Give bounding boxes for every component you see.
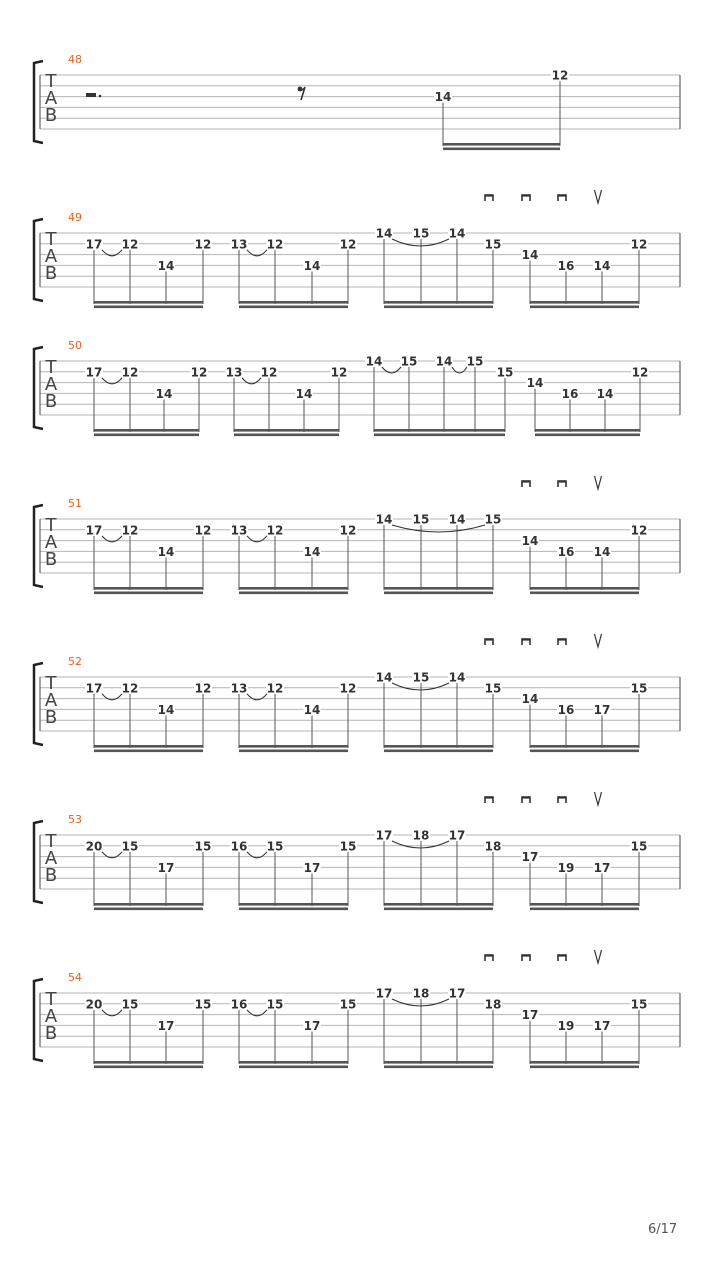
tab-clef-letter: A (44, 88, 58, 109)
note-group (85, 997, 212, 1068)
fret-number: 12 (330, 365, 348, 380)
beam-secondary (94, 434, 199, 437)
downstroke-bar (558, 194, 566, 196)
fret-number: 12 (631, 365, 649, 380)
beam-primary (384, 745, 493, 748)
system-bracket (34, 821, 43, 903)
tab-clef-letter: A (44, 848, 58, 869)
note-group (375, 670, 502, 752)
fret-number: 14 (375, 512, 393, 527)
beam-secondary (384, 306, 493, 309)
fret-number: 14 (295, 386, 313, 401)
fret-number: 15 (194, 839, 212, 854)
fret-number: 12 (266, 681, 284, 696)
fret-number: 14 (434, 90, 452, 105)
fret-number: 15 (630, 997, 648, 1012)
fret-number: 12 (194, 523, 212, 538)
fret-number: 14 (435, 354, 453, 369)
fret-number: 17 (303, 860, 321, 875)
tab-clef-letter: T (45, 229, 57, 250)
beam-primary (530, 903, 639, 906)
downstroke-bar (522, 796, 530, 798)
beam-secondary (239, 750, 348, 753)
note-group (230, 237, 357, 308)
note-group (375, 986, 502, 1068)
beam-secondary (530, 1066, 639, 1069)
eighth-rest-icon (298, 87, 305, 100)
fret-number: 14 (593, 544, 611, 559)
downstroke-bar (485, 194, 493, 196)
fret-number: 12 (260, 365, 278, 380)
tab-clef-letter: B (44, 707, 58, 728)
note-group (521, 681, 648, 752)
beam-primary (239, 301, 348, 304)
fret-number: 12 (121, 237, 139, 252)
slur (392, 525, 485, 532)
fret-number: 12 (339, 681, 357, 696)
fret-number: 18 (412, 828, 430, 843)
up-stroke-icon (595, 190, 602, 203)
fret-number: 17 (85, 237, 103, 252)
fret-number: 12 (266, 237, 284, 252)
fret-number: 17 (85, 681, 103, 696)
downstroke-bar (522, 194, 530, 196)
downstroke-bar (558, 796, 566, 798)
fret-number: 13 (230, 523, 248, 538)
beam-secondary (239, 1066, 348, 1069)
fret-number: 14 (526, 376, 544, 391)
beam-secondary (239, 306, 348, 309)
tab-clef-letter: B (44, 1023, 58, 1044)
measure-number: 51 (68, 497, 82, 510)
fret-number: 17 (593, 860, 611, 875)
fret-number: 13 (225, 365, 243, 380)
fret-number: 12 (266, 523, 284, 538)
measure-number: 52 (68, 655, 82, 668)
beam-primary (234, 429, 339, 432)
fret-number: 12 (194, 681, 212, 696)
beam-secondary (384, 592, 493, 595)
tab-clef-letter: A (44, 532, 58, 553)
beam-primary (443, 143, 560, 146)
measure-number: 49 (68, 211, 82, 224)
fret-number: 14 (365, 354, 383, 369)
fret-number: 12 (121, 365, 139, 380)
beam-primary (530, 301, 639, 304)
fret-number: 15 (194, 997, 212, 1012)
beam-secondary (530, 592, 639, 595)
beam-secondary (94, 908, 203, 911)
up-stroke-icon (595, 634, 602, 647)
fret-number: 15 (630, 839, 648, 854)
fret-number: 18 (484, 839, 502, 854)
system-bracket (34, 979, 43, 1061)
dotted-half-rest-icon (86, 93, 96, 97)
fret-number: 14 (375, 226, 393, 241)
beam-secondary (239, 908, 348, 911)
beam-primary (384, 301, 493, 304)
note-group (375, 226, 502, 308)
fret-number: 15 (484, 237, 502, 252)
note-group (230, 523, 357, 594)
tab-clef-letter: T (45, 989, 57, 1010)
note-group (85, 681, 212, 752)
note-group (521, 237, 648, 308)
tab-clef-letter: A (44, 1006, 58, 1027)
fret-number: 12 (121, 681, 139, 696)
beam-primary (384, 587, 493, 590)
fret-number: 17 (521, 850, 539, 865)
fret-number: 14 (596, 386, 614, 401)
beam-secondary (94, 750, 203, 753)
beam-secondary (239, 592, 348, 595)
fret-number: 14 (521, 692, 539, 707)
fret-number: 14 (375, 670, 393, 685)
beam-secondary (94, 1066, 203, 1069)
fret-number: 16 (230, 839, 248, 854)
fret-number: 15 (484, 512, 502, 527)
tab-system (34, 634, 680, 752)
fret-number: 12 (190, 365, 208, 380)
beam-secondary (530, 908, 639, 911)
beam-primary (384, 1061, 493, 1064)
beam-secondary (234, 434, 339, 437)
fret-number: 17 (85, 365, 103, 380)
fret-number: 17 (448, 986, 466, 1001)
note-group (521, 523, 648, 594)
beam-secondary (535, 434, 640, 437)
beam-primary (535, 429, 640, 432)
beam-primary (94, 745, 203, 748)
fret-number: 16 (557, 544, 575, 559)
fret-number: 13 (230, 681, 248, 696)
tab-system (34, 792, 680, 910)
system-bracket (34, 663, 43, 745)
fret-number: 15 (484, 681, 502, 696)
tab-clef-letter: B (44, 105, 58, 126)
beam-primary (530, 745, 639, 748)
up-stroke-icon (595, 476, 602, 489)
downstroke-bar (522, 638, 530, 640)
beam-primary (94, 903, 203, 906)
fret-number: 15 (266, 997, 284, 1012)
fret-number: 14 (157, 544, 175, 559)
fret-number: 15 (412, 670, 430, 685)
beam-secondary (374, 434, 505, 437)
system-bracket (34, 219, 43, 301)
fret-number: 14 (303, 544, 321, 559)
fret-number: 15 (412, 226, 430, 241)
fret-number: 15 (400, 354, 418, 369)
tab-clef-letter: B (44, 391, 58, 412)
system-bracket (34, 347, 43, 429)
note-group (85, 365, 208, 436)
tab-clef-letter: T (45, 831, 57, 852)
fret-number: 17 (303, 1018, 321, 1033)
up-stroke-icon (595, 950, 602, 963)
beam-secondary (443, 148, 560, 151)
fret-number: 14 (448, 670, 466, 685)
measure-number: 53 (68, 813, 82, 826)
tab-system (34, 190, 680, 308)
fret-number: 13 (230, 237, 248, 252)
fret-number: 14 (448, 226, 466, 241)
fret-number: 20 (85, 997, 103, 1012)
tab-system (34, 950, 680, 1068)
beam-primary (239, 745, 348, 748)
fret-number: 17 (157, 1018, 175, 1033)
note-group (230, 997, 357, 1068)
fret-number: 17 (521, 1008, 539, 1023)
fret-number: 17 (448, 828, 466, 843)
beam-secondary (384, 1066, 493, 1069)
system-bracket (34, 61, 43, 143)
fret-number: 15 (630, 681, 648, 696)
fret-number: 12 (121, 523, 139, 538)
tab-system (34, 339, 680, 436)
beam-primary (239, 587, 348, 590)
tab-clef-letter: B (44, 865, 58, 886)
beam-primary (94, 429, 199, 432)
rest-dot (99, 95, 102, 98)
up-stroke-icon (595, 792, 602, 805)
fret-number: 14 (155, 386, 173, 401)
tab-clef-letter: A (44, 246, 58, 267)
note-group (521, 997, 648, 1068)
fret-number: 15 (496, 365, 514, 380)
beam-secondary (384, 908, 493, 911)
fret-number: 12 (630, 237, 648, 252)
fret-number: 17 (593, 1018, 611, 1033)
fret-number: 14 (157, 702, 175, 717)
tab-clef-letter: T (45, 71, 57, 92)
beam-secondary (530, 750, 639, 753)
beam-secondary (94, 592, 203, 595)
fret-number: 12 (551, 68, 569, 83)
measure-number: 54 (68, 971, 82, 984)
note-group (85, 237, 212, 308)
fret-number: 14 (593, 258, 611, 273)
fret-number: 17 (593, 702, 611, 717)
fret-number: 16 (230, 997, 248, 1012)
note-group (365, 354, 514, 436)
note-group (85, 523, 212, 594)
system-bracket (34, 505, 43, 587)
downstroke-bar (485, 638, 493, 640)
fret-number: 18 (484, 997, 502, 1012)
fret-number: 14 (521, 248, 539, 263)
tab-clef-letter: T (45, 515, 57, 536)
downstroke-bar (558, 954, 566, 956)
measure-number: 48 (68, 53, 82, 66)
fret-number: 15 (121, 839, 139, 854)
fret-number: 15 (412, 512, 430, 527)
fret-number: 17 (157, 860, 175, 875)
fret-number: 15 (466, 354, 484, 369)
tab-clef-letter: A (44, 690, 58, 711)
fret-number: 19 (557, 1018, 575, 1033)
beam-primary (384, 903, 493, 906)
fret-number: 12 (630, 523, 648, 538)
fret-number: 14 (448, 512, 466, 527)
beam-primary (239, 903, 348, 906)
tab-clef-letter: B (44, 263, 58, 284)
tab-clef-letter: T (45, 673, 57, 694)
fret-number: 17 (375, 986, 393, 1001)
fret-number: 20 (85, 839, 103, 854)
beam-secondary (384, 750, 493, 753)
beam-secondary (94, 306, 203, 309)
downstroke-bar (522, 480, 530, 482)
note-group (230, 681, 357, 752)
fret-number: 12 (339, 523, 357, 538)
downstroke-bar (485, 796, 493, 798)
beam-primary (94, 1061, 203, 1064)
fret-number: 19 (557, 860, 575, 875)
downstroke-bar (485, 954, 493, 956)
beam-secondary (530, 306, 639, 309)
fret-number: 12 (339, 237, 357, 252)
note-group (521, 839, 648, 910)
beam-primary (94, 587, 203, 590)
beam-primary (94, 301, 203, 304)
note-group (85, 839, 212, 910)
fret-number: 15 (266, 839, 284, 854)
note-group (230, 839, 357, 910)
beam-primary (239, 1061, 348, 1064)
page-number: 6/17 (648, 1222, 678, 1237)
beam-primary (530, 587, 639, 590)
downstroke-bar (558, 480, 566, 482)
fret-number: 12 (194, 237, 212, 252)
tab-clef-letter: A (44, 374, 58, 395)
downstroke-bar (522, 954, 530, 956)
fret-number: 14 (303, 702, 321, 717)
fret-number: 14 (303, 258, 321, 273)
measure-number: 50 (68, 339, 82, 352)
note-group (526, 365, 649, 436)
downstroke-bar (558, 638, 566, 640)
fret-number: 15 (121, 997, 139, 1012)
fret-number: 15 (339, 839, 357, 854)
fret-number: 17 (375, 828, 393, 843)
note-group (375, 512, 502, 594)
fret-number: 17 (85, 523, 103, 538)
tab-clef-letter: B (44, 549, 58, 570)
fret-number: 18 (412, 986, 430, 1001)
note-group (375, 828, 502, 910)
tab-clef-letter: T (45, 357, 57, 378)
tab-system (34, 53, 680, 150)
beam-primary (374, 429, 505, 432)
fret-number: 16 (557, 702, 575, 717)
note-group (434, 68, 569, 150)
note-group (225, 365, 348, 436)
fret-number: 16 (561, 386, 579, 401)
fret-number: 14 (157, 258, 175, 273)
beam-primary (530, 1061, 639, 1064)
fret-number: 16 (557, 258, 575, 273)
fret-number: 14 (521, 534, 539, 549)
fret-number: 15 (339, 997, 357, 1012)
tab-system (34, 476, 680, 594)
